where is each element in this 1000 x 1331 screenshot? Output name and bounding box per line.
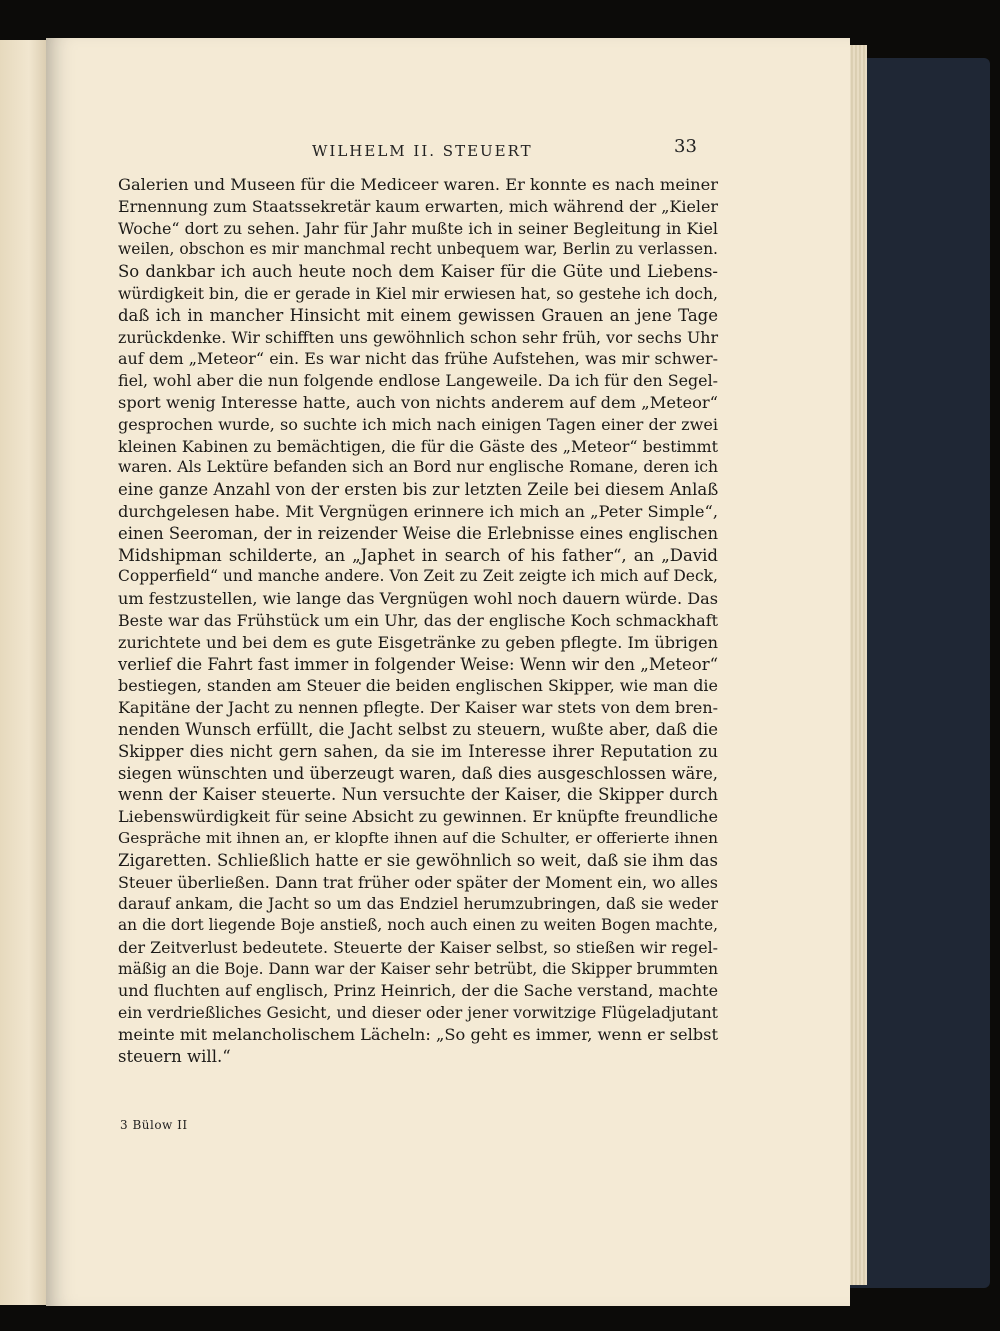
text-line: wenn der Kaiser steuerte. Nun versuchte der Kaiser, die Skipper durch <box>118 785 718 805</box>
text-line: siegen wünschten und überzeugt waren, daß dies ausgeschlossen wäre, <box>118 763 718 783</box>
text-line: einen Seeroman, der in reizender Weise die Erlebnisse eines englischen <box>118 523 718 543</box>
text-line: auf dem „Meteor“ ein. Es war nicht das frühe Aufstehen, was mir schwer- <box>118 349 718 369</box>
text-line: Midshipman schilderte, an „Japhet in search of his father“, an „David <box>118 545 718 565</box>
text-line: Galerien und Museen für die Mediceer waren. Er konnte es nach meiner <box>118 175 718 194</box>
text-line: um festzustellen, wie lange das Vergnügen wohl noch dauern würde. Das <box>118 589 718 609</box>
text-line: an die dort liegende Boje anstieß, noch auch einen zu weiten Bogen machte, <box>118 916 718 935</box>
text-line: zurichtete und bei dem es gute Eisgetränke zu geben pflegte. Im übrigen <box>118 632 718 652</box>
body-text <box>118 174 718 1068</box>
text-line: Beste war das Frühstück um ein Uhr, das der englische Koch schmackhaft <box>118 610 718 630</box>
text-line: Copperfield“ und manche andere. Von Zeit zu Zeit zeigte ich mich auf Deck, <box>118 567 718 586</box>
text-line: Ernennung zum Staatssekretär kaum erwarten, mich während der „Kieler <box>118 196 719 216</box>
text-line: So dankbar ich auch heute noch dem Kaiser für die Güte und Liebens- <box>118 262 718 282</box>
text-line: mäßig an die Boje. Dann war der Kaiser sehr betrübt, die Skipper brummten <box>118 959 718 978</box>
text-line: eine ganze Anzahl von der ersten bis zur letzten Zeile bei diesem Anlaß <box>118 480 719 500</box>
text-line: waren. Als Lektüre befanden sich an Bord nur englische Romane, deren ich <box>118 458 718 477</box>
text-line: und fluchten auf englisch, Prinz Heinrich, der die Sache verstand, machte <box>118 981 718 1001</box>
text-line: zurückdenke. Wir schifften uns gewöhnlich schon sehr früh, vor sechs Uhr <box>118 327 718 347</box>
page-header <box>46 136 850 162</box>
text-line: daß ich in mancher Hinsicht mit einem gewissen Grauen an jene Tage <box>118 305 718 325</box>
text-line: fiel, wohl aber die nun folgende endlose Langeweile. Da ich für den Segel- <box>118 371 718 391</box>
text-line: ein verdrießliches Gesicht, und dieser oder jener vorwitzige Flügeladjutant <box>118 1003 718 1023</box>
text-line: Liebenswürdigkeit für seine Absicht zu gewinnen. Er knüpfte freundliche <box>118 807 718 827</box>
text-line: meinte mit melancholischem Lächeln: „So geht es immer, wenn er selbst <box>118 1025 718 1045</box>
text-line: verlief die Fahrt fast immer in folgender Weise: Wenn wir den „Meteor“ <box>118 654 718 674</box>
text-line: gesprochen wurde, so suchte ich mich nach einigen Tagen einer der zwei <box>118 414 718 434</box>
text-line: Kapitäne der Jacht zu nennen pflegte. Der Kaiser war stets von dem bren- <box>118 698 718 718</box>
page-number: 33 <box>674 136 697 157</box>
text-line: steuern will.“ <box>118 1046 231 1066</box>
text-line: durchgelesen habe. Mit Vergnügen erinnere ich mich an „Peter Simple“, <box>118 501 718 521</box>
text-line: Skipper dies nicht gern sahen, da sie im Interesse ihrer Reputation zu <box>118 741 718 761</box>
running-head: WILHELM II. STEUERT <box>312 142 533 160</box>
text-line: Gespräche mit ihnen an, er klopfte ihnen auf die Schulter, er offerierte ihnen <box>118 828 718 847</box>
text-line: der Zeitverlust bedeutete. Steuerte der Kaiser selbst, so stießen wir regel- <box>118 937 718 957</box>
text-line: kleinen Kabinen zu bemächtigen, die für die Gäste des „Meteor“ bestimmt <box>118 436 718 456</box>
left-page-edge <box>0 40 48 1305</box>
text-line: weilen, obschon es mir manchmal recht unbequem war, Berlin zu verlassen. <box>118 240 718 259</box>
text-line: darauf ankam, die Jacht so um das Endziel herumzubringen, daß sie weder <box>118 894 718 914</box>
book-page <box>46 38 850 1306</box>
text-line: sport wenig Interesse hatte, auch von nichts anderem auf dem „Meteor“ <box>118 392 718 412</box>
text-line: Zigaretten. Schließlich hatte er sie gewöhnlich so weit, daß sie ihm das <box>118 850 718 870</box>
text-line: bestiegen, standen am Steuer die beiden englischen Skipper, wie man die <box>118 676 718 696</box>
text-line: würdigkeit bin, die er gerade in Kiel mir erwiesen hat, so gestehe ich doch, <box>118 283 719 303</box>
footer-signature: 3 Bülow II <box>120 1118 188 1132</box>
text-line: nenden Wunsch erfüllt, die Jacht selbst zu steuern, wußte aber, daß die <box>118 719 718 739</box>
text-line: Woche“ dort zu sehen. Jahr für Jahr mußte ich in seiner Begleitung in Kiel <box>118 218 718 238</box>
text-line: Steuer überließen. Dann trat früher oder später der Moment ein, wo alles <box>118 872 718 892</box>
